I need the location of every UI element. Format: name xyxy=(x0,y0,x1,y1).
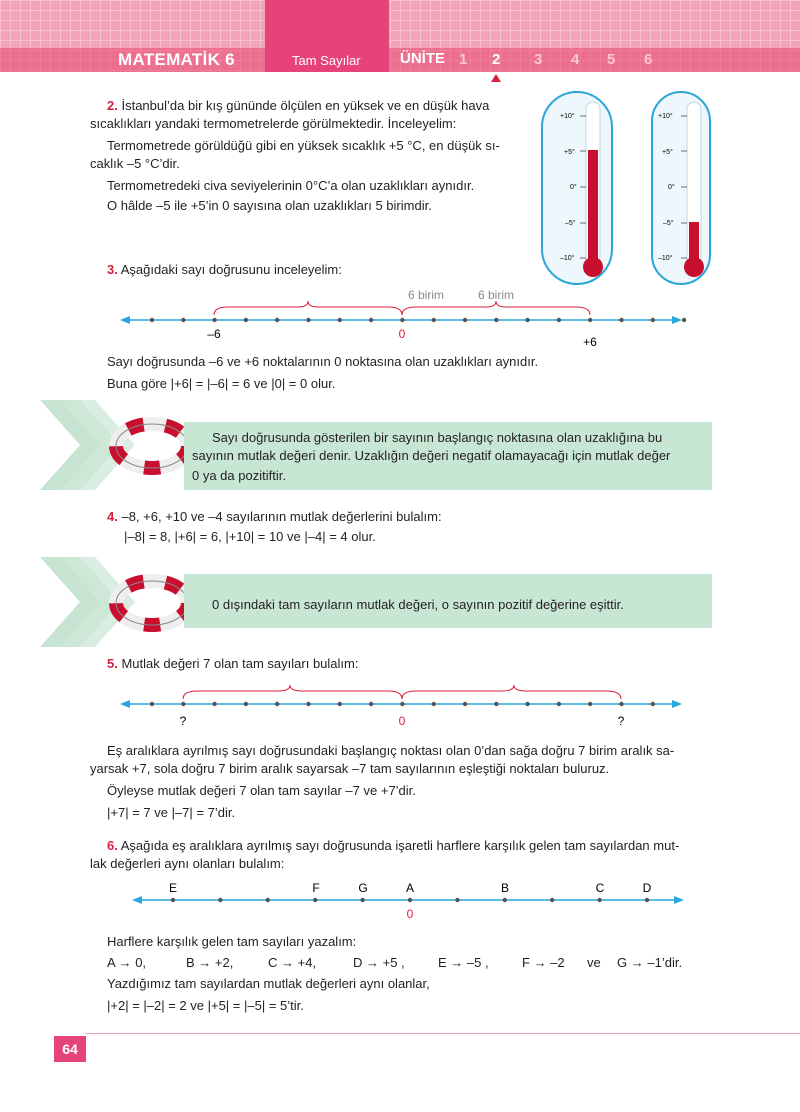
thermometer-right xyxy=(652,92,710,284)
tick-dot xyxy=(463,318,467,322)
point-letter: C xyxy=(595,881,605,895)
text-line: Yazdığımız tam sayılardan mutlak değerleri aynı olanlar, xyxy=(107,976,430,991)
point-letter: B xyxy=(500,881,510,895)
section-2 xyxy=(107,96,537,116)
tick-dot xyxy=(212,702,216,706)
point-label: ? xyxy=(179,714,187,728)
rule-text: 0 dışındaki tam sayıların mutlak değeri, o sayının pozitif değerine eşittir. xyxy=(212,597,624,612)
text-line: Mutlak değeri 7 olan tam sayıları bulalım: xyxy=(121,656,359,671)
tick-dot xyxy=(432,702,436,706)
tick-dot xyxy=(244,318,248,322)
tick-label: –5° xyxy=(663,220,674,227)
unit-number-active: 2 xyxy=(492,51,501,68)
tick-dot xyxy=(494,318,498,322)
life-ring-icon xyxy=(40,400,190,490)
brace-left xyxy=(214,301,402,315)
tick-dot xyxy=(275,318,279,322)
text-line: Aşağıda eş aralıklara ayrılmış sayı doğrusunda işaretli harflere karşılık gelen tam sayılardan mut- xyxy=(120,838,680,853)
text-line: yarsak +7, sola doğru 7 birim aralık sayarsak –7 tam sayılarının eşleştiği noktaları buluruz. xyxy=(90,761,610,776)
text-line: lak değerleri aynı olanları bulalım: xyxy=(90,856,285,871)
tick-dot xyxy=(463,702,467,706)
map-value: +4, xyxy=(297,955,317,970)
item-number: 2. xyxy=(107,98,118,113)
mapping-row: A → 0, B → +2, C → +4, D → +5 , E → –5 , F → –2 ve G → –1’dir. xyxy=(107,953,727,973)
tick-dot xyxy=(338,318,342,322)
text-line: |+7| = 7 ve |–7| = 7’dir. xyxy=(107,805,236,820)
section-5 xyxy=(107,654,358,674)
section-6 xyxy=(107,836,679,856)
text-line: |+2| = |–2| = 2 ve |+5| = |–5| = 5’tir. xyxy=(107,998,304,1013)
tick-dot xyxy=(306,702,310,706)
point-letter: G xyxy=(358,881,368,895)
tick-dot xyxy=(150,318,154,322)
item-number: 3. xyxy=(107,262,118,277)
section-3 xyxy=(107,260,342,280)
tick-label: –10° xyxy=(658,255,673,262)
text-line: Termometrede görüldüğü gibi en yüksek sıcaklık +5 °C, en düşük sı- xyxy=(107,138,500,153)
text-line: Sayı doğrusunda –6 ve +6 noktalarının 0 noktasına olan uzaklıkları aynıdır. xyxy=(107,354,539,369)
map-letter: C xyxy=(268,955,278,970)
tick-dot xyxy=(588,702,592,706)
tick-label: +5° xyxy=(662,149,673,156)
text-line: Aşağıdaki sayı doğrusunu inceleyelim: xyxy=(120,262,342,277)
definition-line: sayının mutlak değeri denir. Uzaklığın değeri negatif olamayacağı için mutlak değer xyxy=(192,448,671,463)
mercury-bulb xyxy=(684,257,704,277)
map-value: +5 , xyxy=(382,955,405,970)
number-line-3 xyxy=(118,285,688,355)
map-value: 0, xyxy=(135,955,147,970)
tick-dot xyxy=(645,898,649,902)
mercury-column xyxy=(588,150,598,260)
brace-label: 6 birim xyxy=(407,288,445,302)
tick-dot xyxy=(557,318,561,322)
arrow-left-icon xyxy=(132,896,142,904)
brace-right xyxy=(402,685,621,699)
tick-dot xyxy=(400,318,404,322)
chapter-subtitle: Tam Sayılar xyxy=(292,53,361,68)
map-letter: E xyxy=(438,955,447,970)
text-line: Eş aralıklara ayrılmış sayı doğrusundaki başlangıç noktası olan 0’dan sağa doğru 7 birim aralık sa- xyxy=(107,743,675,758)
point-label: +6 xyxy=(583,335,597,349)
tick-dot xyxy=(212,318,216,322)
tick-label: +5° xyxy=(564,149,575,156)
tick-dot xyxy=(597,898,601,902)
footer-line xyxy=(85,1033,800,1034)
tick-dot xyxy=(408,898,412,902)
text-line: Öyleyse mutlak değeri 7 olan tam sayılar –7 ve +7’dir. xyxy=(107,783,416,798)
tick-dot xyxy=(494,702,498,706)
zero-label: 0 xyxy=(398,714,406,728)
arrow-right-icon xyxy=(674,896,684,904)
text-line: Harflere karşılık gelen tam sayıları yazalım: xyxy=(107,934,357,949)
mercury-column xyxy=(689,222,699,260)
tick-dot xyxy=(266,898,270,902)
tick-dot xyxy=(244,702,248,706)
tick-label: +10° xyxy=(658,113,673,120)
text-line: |–8| = 8, |+6| = 6, |+10| = 10 ve |–4| = 4 olur. xyxy=(124,529,376,544)
point-letter: F xyxy=(312,881,320,895)
book-title: MATEMATİK 6 xyxy=(118,50,235,69)
tick-dot xyxy=(550,898,554,902)
unit-number: 1 xyxy=(459,51,468,68)
text-line: Termometredeki civa seviyelerinin 0°C’a olan uzaklıkları aynıdır. xyxy=(107,178,475,193)
tick-dot xyxy=(171,898,175,902)
zero-label: 0 xyxy=(398,327,406,341)
unit-number: 3 xyxy=(534,51,543,68)
definition-line: Sayı doğrusunda gösterilen bir sayının başlangıç noktasına olan uzaklığına bu xyxy=(212,430,663,445)
map-letter: A xyxy=(107,955,115,970)
arrow-left-icon xyxy=(120,316,130,324)
thermometer-left xyxy=(542,92,612,284)
section-4 xyxy=(107,507,442,527)
point-letter: A xyxy=(405,881,415,895)
point-letter: E xyxy=(168,881,178,895)
tick-dot xyxy=(525,318,529,322)
page-number: 64 xyxy=(54,1036,86,1062)
tick-dot xyxy=(619,318,623,322)
unit-number: 5 xyxy=(607,51,616,68)
tick-dot xyxy=(338,702,342,706)
map-value: –1’dir. xyxy=(647,955,683,970)
brace-left xyxy=(183,685,402,699)
map-value: –2 xyxy=(550,955,565,970)
tick-dot xyxy=(619,702,623,706)
tick-label: 0° xyxy=(668,184,675,191)
tick-dot xyxy=(557,702,561,706)
tick-label: 0° xyxy=(570,184,577,191)
tick-dot xyxy=(651,318,655,322)
unit-number: 6 xyxy=(644,51,653,68)
life-ring-icon xyxy=(40,557,190,647)
tick-dot xyxy=(369,318,373,322)
number-line-5 xyxy=(118,685,688,733)
map-value: +2, xyxy=(214,955,234,970)
arrow-right-icon xyxy=(672,700,682,708)
brace-label: 6 birim xyxy=(477,288,515,302)
tick-dot xyxy=(432,318,436,322)
item-number: 5. xyxy=(107,656,118,671)
zero-label: 0 xyxy=(406,907,414,921)
tick-label: –5° xyxy=(565,220,576,227)
point-letter: D xyxy=(642,881,652,895)
definition-line: 0 ya da pozitiftir. xyxy=(192,468,286,483)
tick-dot xyxy=(218,898,222,902)
active-unit-marker-icon xyxy=(491,74,501,82)
tick-dot xyxy=(588,318,592,322)
conjunction: ve xyxy=(587,955,601,970)
tick-dot xyxy=(275,702,279,706)
item-number: 6. xyxy=(107,838,118,853)
tick-dot xyxy=(181,702,185,706)
text-line: İstanbul’da bir kış gününde ölçülen en yüksek ve en düşük hava xyxy=(121,98,490,113)
arrow-right-icon xyxy=(672,316,682,324)
text-line: sıcaklıkları yandaki termometrelerde görülmektedir. İnceleyelim: xyxy=(90,116,457,131)
tick-label: +10° xyxy=(560,113,575,120)
tick-dot xyxy=(369,702,373,706)
unit-label: ÜNİTE xyxy=(400,50,445,67)
map-letter: D xyxy=(353,955,363,970)
item-number: 4. xyxy=(107,509,118,524)
tick-dot xyxy=(651,702,655,706)
arrow-left-icon xyxy=(120,700,130,708)
point-label: –6 xyxy=(207,327,221,341)
map-letter: F xyxy=(522,955,530,970)
point-label: ? xyxy=(617,714,625,728)
map-letter: G xyxy=(617,955,628,970)
tick-dot xyxy=(313,898,317,902)
brace-right xyxy=(402,301,590,315)
thermometers-figure xyxy=(540,90,720,290)
tick-dot xyxy=(181,318,185,322)
tick-dot xyxy=(150,702,154,706)
tick-label: –10° xyxy=(560,255,575,262)
text-line: O hâlde –5 ile +5’in 0 sayısına olan uzaklıkları 5 birimdir. xyxy=(107,198,432,213)
tick-dot xyxy=(682,318,686,322)
map-value: –5 , xyxy=(466,955,489,970)
number-line-6 xyxy=(130,878,690,922)
text-line: –8, +6, +10 ve –4 sayılarının mutlak değerlerini bulalım: xyxy=(121,509,442,524)
text-line: caklık –5 °C’dir. xyxy=(90,156,180,171)
tick-dot xyxy=(455,898,459,902)
tick-dot xyxy=(360,898,364,902)
tick-dot xyxy=(400,702,404,706)
map-letter: B xyxy=(186,955,195,970)
tick-dot xyxy=(525,702,529,706)
mercury-bulb xyxy=(583,257,603,277)
unit-number: 4 xyxy=(571,51,580,68)
text-line: Buna göre |+6| = |–6| = 6 ve |0| = 0 olur. xyxy=(107,376,336,391)
tick-dot xyxy=(503,898,507,902)
tick-dot xyxy=(306,318,310,322)
